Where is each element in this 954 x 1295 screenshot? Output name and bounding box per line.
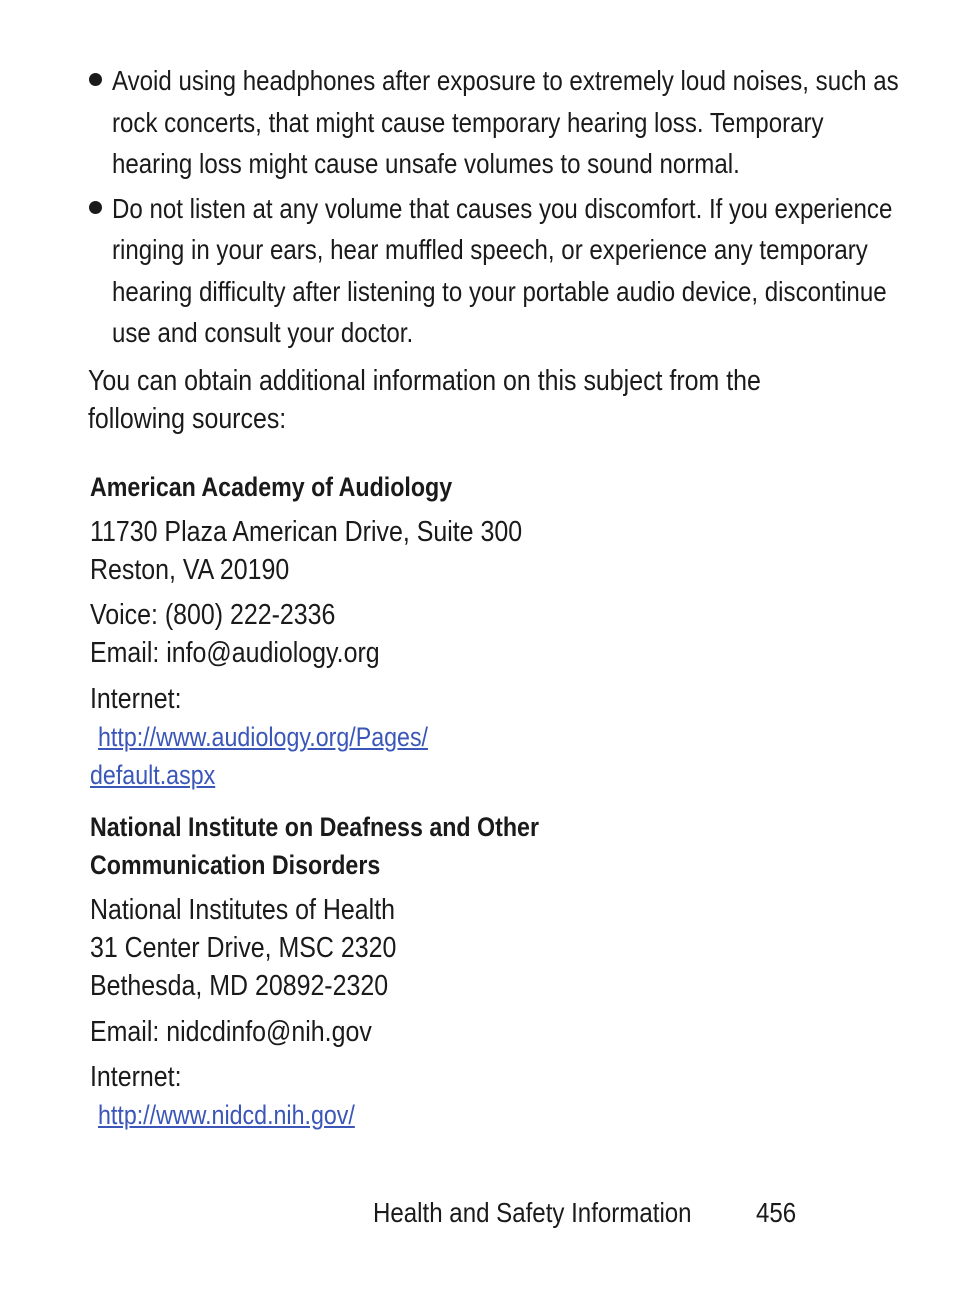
bullet-dot-icon (89, 73, 102, 86)
bullet-text-line: hearing difficulty after listening to your portable audio device, discontinue (112, 275, 887, 307)
nidcd-address-block (90, 891, 446, 1005)
nidcd-address-line1: 31 Center Drive, MSC 2320 (90, 932, 397, 964)
aaa-internet-label: Internet: (90, 683, 182, 715)
nidcd-name-line2: Communication Disorders (90, 850, 381, 880)
aaa-address-line2: Reston, VA 20190 (90, 554, 290, 586)
aaa-name: American Academy of Audiology (90, 472, 453, 502)
nidcd-name-line1: National Institute on Deafness and Other (90, 812, 539, 842)
aaa-contact-block (90, 596, 427, 672)
aaa-url-link[interactable]: http://www.audiology.org/Pages/ (98, 722, 429, 752)
bullet-text-line: rock concerts, that might cause temporary hearing loss. Temporary (112, 106, 824, 138)
bullet-dot-icon (89, 201, 102, 214)
aaa-internet-block (90, 680, 482, 794)
aaa-url-link-continued[interactable]: default.aspx (90, 760, 216, 790)
aaa-address-line1: 11730 Plaza American Drive, Suite 300 (90, 516, 523, 548)
nidcd-address-line2: Bethesda, MD 20892-2320 (90, 970, 389, 1002)
aaa-email: Email: info@audiology.org (90, 637, 380, 669)
nidcd-internet-label: Internet: (90, 1061, 182, 1093)
intro-line: You can obtain additional information on this subject from the (88, 365, 761, 397)
aaa-heading-block (90, 468, 511, 506)
nidcd-heading-block (90, 808, 612, 884)
aaa-voice: Voice: (800) 222-2336 (90, 599, 336, 631)
page-number: 456 (756, 1197, 797, 1228)
bullet-item (88, 60, 899, 185)
aaa-address-block (90, 513, 592, 589)
footer-page-number (756, 1194, 803, 1232)
bullet-text-line: ringing in your ears, hear muffled speech, or experience any temporary (112, 234, 868, 265)
bullet-text-line: use and consult your doctor. (112, 317, 414, 348)
nidcd-org: National Institutes of Health (90, 894, 396, 926)
intro-paragraph (88, 362, 870, 438)
nidcd-url-link[interactable]: http://www.nidcd.nih.gov/ (98, 1100, 355, 1130)
bullet-text-line: Avoid using headphones after exposure to extremely loud noises, such as (112, 65, 899, 96)
bullet-item (88, 188, 893, 354)
footer-section-text: Health and Safety Information (373, 1197, 692, 1228)
nidcd-email-block (90, 1013, 418, 1051)
footer-section-title (373, 1194, 743, 1232)
bullet-list (88, 60, 899, 357)
bullet-text-line: hearing loss might cause unsafe volumes to sound normal. (112, 148, 740, 179)
intro-line: following sources: (88, 403, 287, 435)
bullet-text-line: Do not listen at any volume that causes you discomfort. If you experience (112, 192, 893, 224)
nidcd-internet-block (90, 1058, 397, 1134)
nidcd-email: Email: nidcdinfo@nih.gov (90, 1016, 372, 1048)
